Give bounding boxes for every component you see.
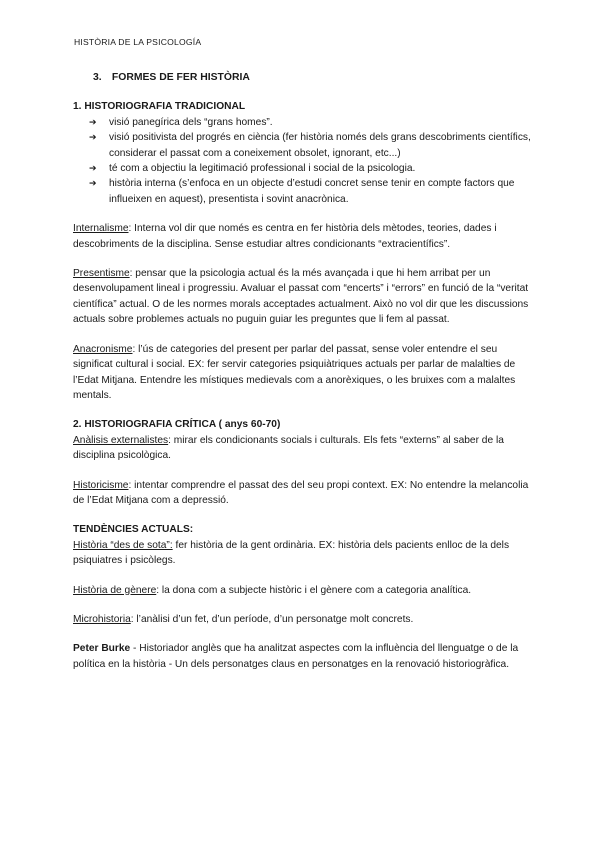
list-item xyxy=(89,176,535,207)
arrow-bullet-icon: ➔ xyxy=(89,178,97,189)
term-presentisme: Presentisme xyxy=(73,268,130,280)
definition-historia-de-genere: : la dona com a subjecte històric i el gènere com a categoria analítica. xyxy=(156,584,472,596)
term-analisis-externalistes: Anàlisis externalistes xyxy=(73,434,169,446)
term-anacronisme: Anacronisme xyxy=(73,343,133,355)
term-internalisme: Internalisme xyxy=(73,223,129,235)
term-historia-des-de-sota: Història “des de sota”: xyxy=(73,539,173,551)
paragraph-microhistoria xyxy=(73,612,535,627)
document-body xyxy=(73,70,535,672)
paragraph-historia-des-de-sota xyxy=(73,538,535,569)
definition-historia-des-de-sota: fer història de la gent ordinària. EX: història dels pacients enlloc de la dels psiquiatres i psicòlegs. xyxy=(73,539,510,567)
paragraph-internalisme xyxy=(73,221,535,252)
term-historia-de-genere: Història de gènere xyxy=(73,584,157,596)
list-item-text: visió positivista del progrés en ciència (fer història només dels grans descobriments científics, considerar el passat com a coneixement obsolet, ignorant, etc...) xyxy=(109,132,531,159)
paragraph-presentisme xyxy=(73,266,535,328)
arrow-bullet-icon: ➔ xyxy=(89,163,97,174)
heading-historiografia-tradicional: 1. HISTORIOGRAFIA TRADICIONAL xyxy=(73,101,246,113)
list-item xyxy=(89,115,535,130)
section-title-text: FORMES DE FER HISTÒRIA xyxy=(111,72,250,83)
tradicional-bullet-list xyxy=(73,115,535,207)
paragraph-historia-de-genere xyxy=(73,583,535,598)
running-header: HISTÒRIA DE LA PSICOLOGÍA xyxy=(74,37,202,47)
arrow-bullet-icon: ➔ xyxy=(89,132,97,143)
list-item-text: història interna (s’enfoca en un objecte d’estudi concret sense tenir en compte factors que influeixen en aquest), presentista i sovint anacrònica. xyxy=(109,178,515,205)
list-item-text: té com a objectiu la legitimació professional i social de la psicologia. xyxy=(109,163,416,175)
definition-historicisme: : intentar comprendre el passat des del seu propi context. EX: No entendre la melancolia de l’Edat Mitjana com a depressió. xyxy=(73,479,529,506)
paragraph-analisis-externalistes xyxy=(73,433,535,464)
definition-analisis-externalistes: : mirar els condicionants socials i culturals. Els fets “externs” al saber de la disciplina psicològica. xyxy=(73,434,504,462)
name-peter-burke: Peter Burke xyxy=(73,643,131,655)
list-item xyxy=(89,130,535,161)
definition-presentisme: : pensar que la psicologia actual és la més avançada i que hi hem arribat per un desenvolupament lineal i progressiu. Avaluar el passat com “encerts” i “errors” en funció de la “veritat científica” actual. O de les normes morals acceptades actualment. Això no vol dir que les discussions actuals sobre problemes actuals no puguin guiar les preguntes que li fem al passat. xyxy=(73,268,529,326)
section-title xyxy=(93,70,535,85)
paragraph-anacronisme xyxy=(73,342,535,404)
definition-microhistoria: : l’anàlisi d’un fet, d’un període, d’un personatge molt concrets. xyxy=(130,613,414,625)
term-microhistoria: Microhistoria xyxy=(73,613,131,625)
arrow-bullet-icon: ➔ xyxy=(89,116,97,127)
term-historicisme: Historicisme xyxy=(73,479,129,491)
section-number: 3. xyxy=(93,72,102,83)
list-item xyxy=(89,161,535,176)
heading-tendencies-actuals: TENDÈNCIES ACTUALS: xyxy=(73,524,194,536)
description-peter-burke: - Historiador anglès que ha analitzat aspectes com la influència del llenguatge o de la política en la història - Un dels personatges claus en personatges en la renovació historiogràfica. xyxy=(73,643,519,670)
definition-internalisme: : Interna vol dir que només es centra en fer història dels mètodes, teories, dades i descobriments de la disciplina. Sense estudiar altres condicionants “extracientífics”. xyxy=(73,223,497,250)
paragraph-historicisme xyxy=(73,478,535,509)
definition-anacronisme: : l’ús de categories del present per parlar del passat, sense voler entendre el seu significat cultural i social. EX: fer servir categories psiquiàtriques actuals per parlar de malalties de l’Edat Mitjana. Entendre les místiques medievals com a anorèxiques, o les bruixes com a malaltes mentals. xyxy=(73,343,516,401)
heading-historiografia-critica: 2. HISTORIOGRAFIA CRÍTICA ( anys 60-70) xyxy=(73,419,281,431)
paragraph-peter-burke xyxy=(73,641,535,672)
list-item-text: visió panegírica dels “grans homes”. xyxy=(109,116,273,128)
